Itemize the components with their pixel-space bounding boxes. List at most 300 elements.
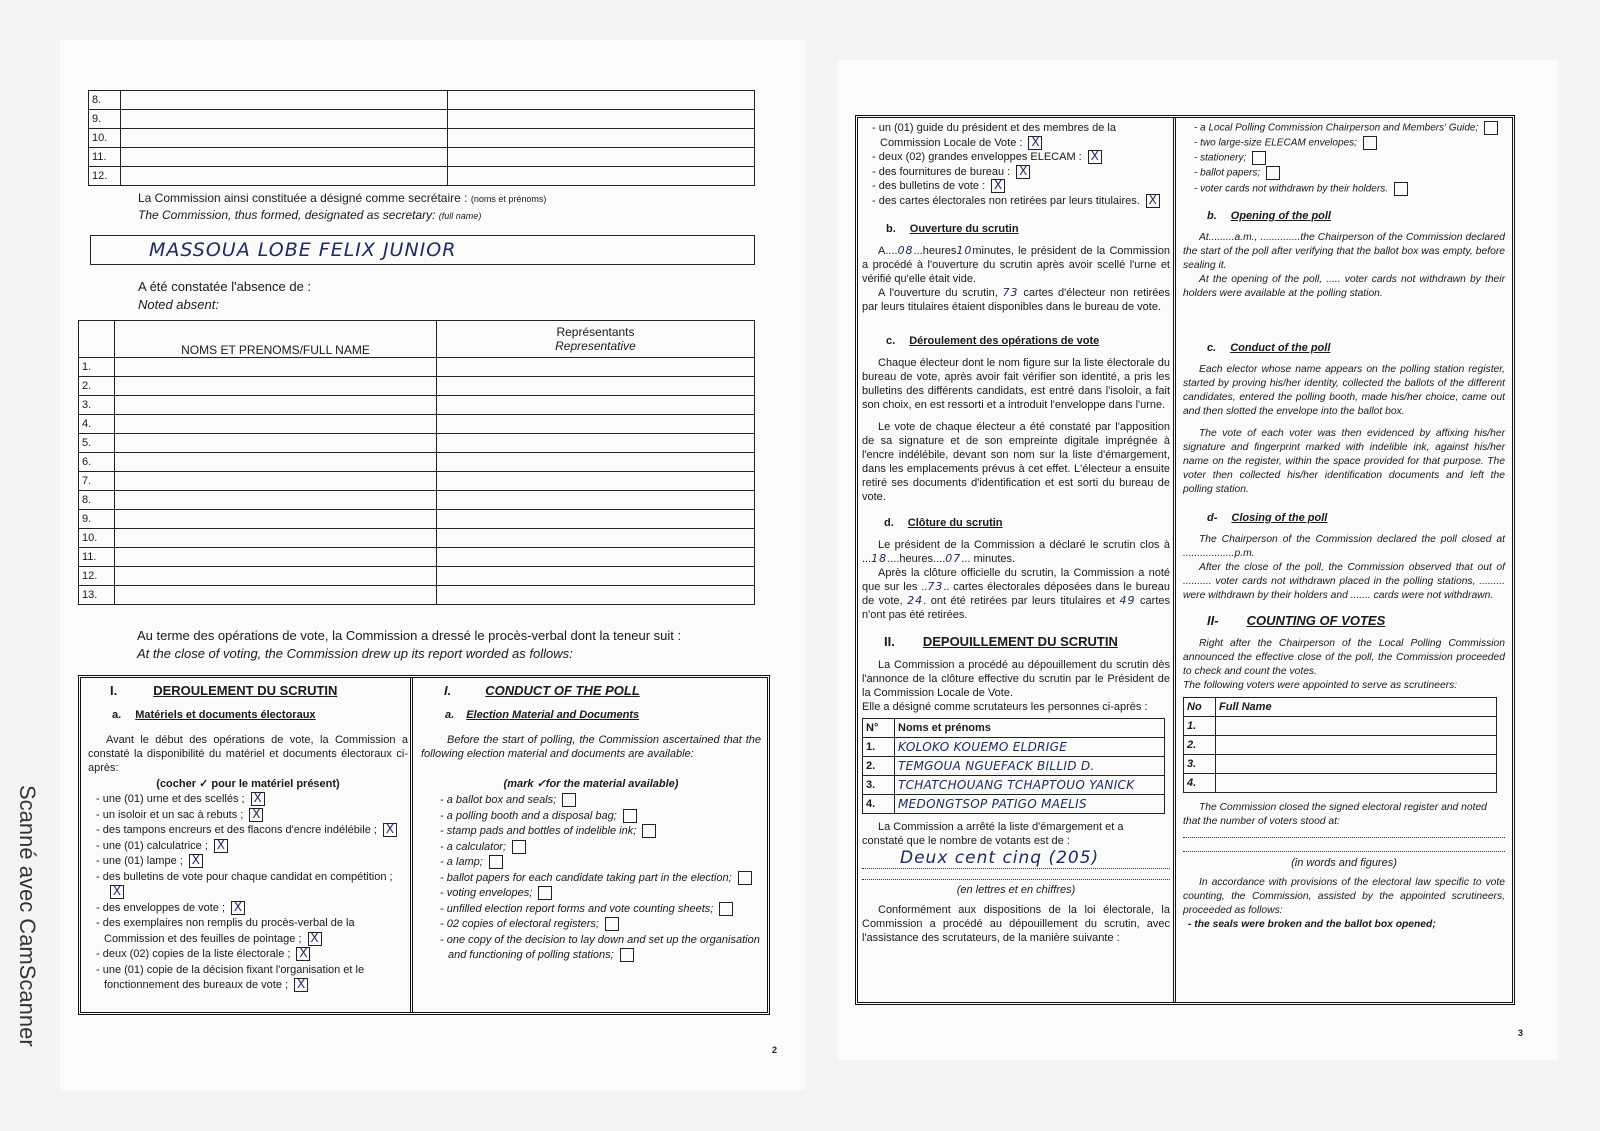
checkbox[interactable] [605,917,619,931]
closing-p1-fr [862,538,1170,566]
secretary-name: MASSOUA LOBE FELIX JUNIOR [149,239,457,261]
intro-en: Before the start of polling, the Commission ascertained that the following election material and documents are available: [421,734,761,760]
table-cell[interactable] [121,167,448,186]
checkbox[interactable]: X [231,901,245,915]
checkbox[interactable] [1484,121,1498,135]
table-cell[interactable] [121,110,448,129]
checkbox[interactable] [1363,136,1377,150]
item-label: - ballot papers for each candidate taking part in the election; [440,871,732,884]
table-row [79,567,755,586]
table-cell[interactable] [437,453,755,472]
conduct-p2-en: The vote of each voter was then evidenced by affixing his/her signature and fingerprint marked with indelible ink, against his/her name on the register, within the space provided for that purpose. The voter then collected his/her identification documents and left the polling station. [1183,427,1505,495]
table-cell[interactable] [115,415,437,434]
checklist-item [96,808,408,824]
item-label: - un isoloir et un sac à rebuts ; [96,808,244,821]
section-title: COUNTING OF VOTES [1246,612,1386,628]
item-label: - des bulletins de vote pour chaque candidat en compétition ; [96,870,393,883]
voters-paragraph-fr: La Commission a arrêté la liste d'émargement et a constaté que le nombre de votants est de : [862,821,1124,847]
opening-minutes: 10 [956,244,973,257]
conduct-p1-fr: Chaque électeur dont le nom figure sur la liste électorale du bureau de vote, après avoir fait vérifier son identité, a pris les bulletins des différents candidats, est entré dans l'isoloir, a fait son choix, en est ressorti et a introduit l'enveloppe dans l'urne. [862,357,1170,411]
header-number: N° [863,719,895,738]
table-cell[interactable] [448,110,755,129]
checkbox[interactable]: X [383,823,397,837]
checkbox[interactable]: X [214,839,228,853]
dotted-line[interactable] [1183,837,1505,838]
conduct-p1-en: Each elector whose name appears on the polling station register, started by proving his/her identity, collected the ballots of the different candidates, entered the polling booth, made his/her choice, came out and then slotted the envelope into the ballot box. [1183,363,1505,417]
secretary-name-box[interactable] [90,235,755,265]
table-cell[interactable] [448,129,755,148]
checkbox[interactable]: X [189,854,203,868]
material-list-fr [96,792,408,994]
checkbox[interactable]: X [1146,194,1160,208]
text: Le président de la Commission a déclaré le scrutin clos à ... [862,539,1170,565]
table-row [79,491,755,510]
checklist-item [872,165,1172,180]
header-name: NOMS ET PRENOMS/FULL NAME [115,321,437,358]
checkbox[interactable] [642,824,656,838]
scrutineer-name[interactable] [1216,754,1497,773]
counting-p1-en: Right after the Chairperson of the Local Polling Commission announced the effective close of the poll, the Commission proceeded to check and count the votes. [1183,637,1505,677]
subsection-c-fr [886,334,1170,348]
section-one-divider [410,677,413,1013]
text: cartes n'ont pas été retirées. [862,595,1170,621]
report-intro-fr: Au terme des opérations de vote, la Commission a dressé le procès-verbal dont la teneur suit : [137,628,682,643]
closing-p1-en: The Chairperson of the Commission declared the poll closed at ..................p.m. [1183,533,1505,559]
row-number: 1. [1184,716,1216,735]
item-label: - voter cards not withdrawn by their holders. [1194,183,1388,195]
table-cell[interactable] [115,529,437,548]
item-label: - stationery; [1194,152,1247,164]
table-cell[interactable] [437,434,755,453]
table-cell[interactable] [437,548,755,567]
table-row [79,358,755,377]
conduct-p2-fr: Le vote de chaque électeur a été constaté par l'apposition de sa signature et de son empreinte digitale imprégnée à l'encre indélébile, devant son nom sur la liste d'émargement, dans les emplacements prévus à cet effet. L'électeur a ensuite retiré ses documents d'identification et est sorti du bureau de vote. [862,421,1170,503]
item-label: - a calculator; [440,840,507,853]
item-label: - unfilled election report forms and vote counting sheets; [440,902,714,915]
section-title: CONDUCT OF THE POLL [485,683,640,698]
scrutineers-table-en [1183,697,1497,793]
item-label: - des bulletins de vote : [872,180,986,192]
closing-p2-en: After the close of the poll, the Commission observed that out of .......... voter cards not withdrawn placed in the polling stations, ......... were withdrawn by their holders and ....... cards were not withdrawn. [1183,561,1505,601]
checkbox[interactable] [1394,182,1408,196]
item-label: - one copy of the decision to lay down and set up the organisation and functioning of polling stations; [440,933,760,961]
header-rep-fr: Représentants [556,325,635,339]
checkbox[interactable]: X [1028,136,1042,150]
checklist-item [872,121,1172,150]
item-label: - une (01) lampe ; [96,855,183,867]
text: Après la clôture officielle du scrutin, la Commission a noté que sur les .. [862,567,1170,593]
row-number: 10. [89,129,121,148]
table-row [89,129,755,148]
table-row [79,472,755,491]
subsection-b-en [1207,209,1505,223]
row-number: 11. [79,548,115,567]
right-page-divider [1173,117,1176,1003]
checklist-item [440,840,760,856]
sub-num: a. [445,709,455,721]
table-cell[interactable] [115,510,437,529]
scrutineer-row [863,757,1165,776]
checkbox[interactable]: X [1088,150,1102,164]
section-title: DEROULEMENT DU SCRUTIN [153,683,338,698]
item-label: - des enveloppes de vote ; [96,901,226,914]
table-header [863,719,1165,738]
opening-p2-en: At the opening of the poll, ..... voter cards not withdrawn by their holders were available at the polling station. [1183,273,1505,299]
section-title: DEPOUILLEMENT DU SCRUTIN [922,634,1118,649]
header-name: Noms et prénoms [895,719,1165,738]
row-number: 3. [863,776,895,795]
absent-label-fr: A été constatée l'absence de : [138,279,312,294]
table-cell[interactable] [121,129,448,148]
cards-total: 73 [927,580,944,593]
table-row [89,167,755,186]
scrutineer-row [1184,735,1497,754]
dotted-line [862,868,1170,869]
secretary-fr-note: (noms et prénoms) [470,194,547,204]
checklist-item [440,886,760,902]
item-label: - a ballot box and seals; [440,794,557,806]
closing-minutes: 07 [945,552,962,565]
item-label: - des fournitures de bureau : [872,165,1011,178]
checkbox[interactable]: X [251,792,265,806]
header-num [79,321,115,358]
voters-note-fr: (en lettres et en chiffres) [956,884,1076,896]
checkbox[interactable]: X [1016,165,1030,179]
sub-num: b. [886,223,896,235]
row-number: 4. [863,795,895,814]
checklist-item [96,901,408,917]
sub-title: Opening of the poll [1230,209,1331,222]
row-number: 4. [1184,773,1216,792]
sub-title: Election Material and Documents [466,709,640,721]
text: ....heures.... [887,553,946,565]
opening-hours: 08 [897,244,914,257]
checkbox[interactable] [1252,151,1266,165]
opening-cards-fr [862,286,1170,314]
sub-title: Conduct of the poll [1230,341,1331,354]
header-rep-en: Representative [555,339,636,353]
table-row [79,396,755,415]
item-label: - une (01) copie de la décision fixant l'organisation et le fonctionnement des bureaux de vote ; [96,963,365,991]
secretary-label-fr [138,191,546,206]
table-cell[interactable] [437,586,755,605]
checkbox[interactable] [562,793,576,807]
checklist-item [872,150,1172,165]
row-number: 10. [79,529,115,548]
table-cell[interactable] [115,586,437,605]
section-two-title-fr [884,634,1170,650]
checkbox[interactable]: X [249,808,263,822]
checklist-item [440,793,760,809]
sub-num: c. [886,335,896,347]
row-number: 6. [79,453,115,472]
section-num: I. [444,683,452,698]
subsection-d-en [1207,511,1505,525]
item-label: - des cartes électorales non retirées par leurs titulaires. [872,194,1140,207]
table-row [79,529,755,548]
item-label: - 02 copies of electoral registers; [440,918,599,930]
closing-p2-fr [862,566,1170,622]
row-number: 9. [89,110,121,129]
subsection-b-fr [886,222,1170,236]
section-num: II. [884,634,895,649]
item-label: - deux (02) grandes enveloppes ELECAM : [872,151,1082,163]
cards-not-withdrawn: 49 [1119,594,1136,607]
table-cell[interactable] [115,548,437,567]
secretary-en-text: The Commission, thus formed, designated as secretary: [138,208,439,222]
checklist-item [96,870,408,901]
table-row [79,434,755,453]
scrutineer-name[interactable]: KOLOKO KOUEMO ELDRIGE [895,738,1165,757]
checklist-item [1194,182,1510,197]
table-cell[interactable] [437,377,755,396]
checkbox[interactable] [620,948,634,962]
opening-paragraph-fr [862,244,1170,286]
item-label: - une (01) calculatrice ; [96,839,208,852]
sub-num: b. [1207,209,1217,222]
item-label: - voting envelopes; [440,887,533,899]
absent-label-en: Noted absent: [138,297,219,312]
checkbox[interactable]: X [110,885,124,899]
final-item-en: - the seals were broken and the ballot box opened; [1188,918,1436,930]
final-paragraph-en: In accordance with provisions of the electoral law specific to vote counting, the Commission, assisted by the appointed scrutineers, proceeded as follows: [1183,876,1505,916]
row-number: 1. [79,358,115,377]
checklist-item [440,902,760,918]
right-column-fr [862,121,1170,945]
checklist-item [1194,136,1510,151]
scrutineer-name[interactable]: TEMGOUA NGUEFACK BILLID D. [895,757,1165,776]
checklist-item [96,916,408,947]
checkbox[interactable] [719,902,733,916]
counting-p2-en: The following voters were appointed to serve as scrutineers: [1183,679,1458,691]
checklist-item [440,933,760,964]
final-paragraph-fr: Conformément aux dispositions de la loi électorale, la Commission a procédé au dépouillement du scrutin, avec l'assistance des scrutateurs, de la manière suivante : [862,904,1170,944]
checklist-item [96,792,408,808]
checklist-item [440,809,760,825]
section-one-title-fr [110,683,337,698]
table-cell[interactable] [115,434,437,453]
secretary-label-en [138,208,481,223]
sub-title: Clôture du scrutin [907,517,1003,529]
sub-title: Ouverture du scrutin [909,223,1019,235]
item-label: - stamp pads and bottles of indelible ink; [440,825,637,837]
table-cell[interactable] [437,396,755,415]
checklist-item [96,963,408,994]
checklist-item [1194,121,1510,136]
subsection-d-fr [884,516,1170,530]
section-num: II- [1207,612,1219,628]
row-number: 8. [79,491,115,510]
table-cell[interactable] [115,396,437,415]
checkbox[interactable]: X [294,978,308,992]
text: minutes, le président de la Commission a procédé à l'ouverture du scrutin après avoir scellé l'urne et vérifié qu'elle était vide. [862,245,1170,285]
item-label: - une (01) urne et des scellés ; [96,793,245,805]
item-label: - des exemplaires non remplis du procès-verbal de la Commission et des feuilles de pointage ; [96,917,355,945]
table-cell[interactable] [115,472,437,491]
item-label: - two large-size ELECAM envelopes; [1194,137,1357,149]
page-number-left: 2 [772,1045,778,1055]
scrutineer-row [1184,754,1497,773]
row-number: 11. [89,148,121,167]
row-number: 3. [79,396,115,415]
text: cartes d'électeur non retirées par leurs titulaires étaient disponibles dans le bureau de vote. [862,287,1170,313]
report-intro-en: At the close of voting, the Commission drew up its report worded as follows: [137,646,573,661]
scrutineer-name[interactable]: MEDONGTSOP PATIGO MAELIS [895,795,1165,814]
sub-num: d- [1207,511,1218,524]
scrutineer-name[interactable] [1216,773,1497,792]
counting-p1-fr: La Commission a procédé au dépouillement du scrutin dès l'annonce de la clôture effective du scrutin par le Président de la Commission Locale de Vote. [862,659,1170,699]
table-cell[interactable] [437,491,755,510]
checkbox[interactable]: X [991,179,1005,193]
sub-num: a. [112,709,122,721]
voters-count-fr[interactable]: Deux cent cinq (205) [900,848,1100,868]
row-number: 3. [1184,754,1216,773]
scrutineer-row [863,776,1165,795]
checklist-item [96,823,408,839]
counting-p2-fr: Elle a désigné comme scrutateurs les personnes ci-après : [862,701,1148,713]
section-num: I. [110,683,118,698]
table-row [79,586,755,605]
row-number: 9. [79,510,115,529]
table-cell[interactable] [437,358,755,377]
absent-table-header [79,321,755,358]
section-two-title-en [1207,613,1505,629]
closing-hours: 18 [871,552,888,565]
sub-num: d. [884,517,894,529]
table-cell[interactable] [448,167,755,186]
checklist-item [872,179,1172,194]
opening-cards-count: 73 [1002,286,1019,299]
table-row [89,110,755,129]
table-cell[interactable] [448,91,755,110]
scrutineer-name[interactable] [1216,735,1497,754]
dotted-line[interactable] [1183,851,1505,852]
scrutineer-row [1184,716,1497,735]
table-row [89,148,755,167]
text: .. cartes électorales déposées dans le bureau de vote, [862,581,1170,607]
table-row [79,415,755,434]
row-number: 2. [863,757,895,776]
row-number: 7. [79,472,115,491]
sub-title: Déroulement des opérations de vote [909,335,1100,347]
item-label: - ballot papers; [1194,168,1261,180]
row-number: 12. [79,567,115,586]
voters-paragraph-en: The Commission closed the signed electoral register and noted that the number of voters stood at: [1183,801,1487,827]
table-cell[interactable] [437,567,755,586]
page-number-right: 3 [1518,1028,1524,1038]
top-table [88,90,755,186]
text: A l'ouverture du scrutin, [878,287,1003,299]
table-cell[interactable] [115,358,437,377]
table-row [89,91,755,110]
instruction-fr: (cocher ✓ pour le matériel présent) [156,778,340,790]
text: ...heures [913,245,957,257]
item-label: - des tampons encreurs et des flacons d'encre indélébile ; [96,824,377,836]
table-cell[interactable] [115,453,437,472]
scrutineer-row [863,795,1165,814]
instruction-en: (mark ✓for the material available) [503,778,679,790]
text: ... minutes. [961,553,1016,565]
header-representative [437,321,755,358]
material-list-fr-continued [872,121,1172,208]
secretary-en-note: (full name) [438,211,482,221]
table-cell[interactable] [115,491,437,510]
table-header [1184,697,1497,716]
checkbox[interactable] [489,855,503,869]
checkbox[interactable]: X [296,947,310,961]
table-cell[interactable] [115,567,437,586]
table-row [79,453,755,472]
checkbox[interactable] [623,809,637,823]
checkbox[interactable]: X [308,932,322,946]
checklist-item [440,871,760,887]
header-name: Full Name [1216,697,1497,716]
subsection-a-en [445,708,639,722]
item-label: - a polling booth and a disposal bag; [440,809,617,822]
scrutineer-name[interactable] [1216,716,1497,735]
right-column-en [1183,121,1505,932]
checkbox[interactable] [738,871,752,885]
table-row [79,510,755,529]
voters-note-en: (in words and figures) [1291,856,1397,869]
checklist-item [96,947,408,963]
row-number: 12. [89,167,121,186]
row-number: 13. [79,586,115,605]
row-number: 8. [89,91,121,110]
checklist-item [440,917,760,933]
text: A.... [878,245,898,257]
sub-title: Closing of the poll [1231,511,1328,524]
dotted-line [862,879,1170,880]
checkbox[interactable] [512,840,526,854]
table-cell[interactable] [448,148,755,167]
material-list-en [440,793,760,964]
table-cell[interactable] [437,510,755,529]
sub-num: c. [1207,341,1217,354]
camscanner-watermark: Scanné avec CamScanner [15,785,40,1047]
checklist-item [1194,151,1510,166]
checkbox[interactable] [538,886,552,900]
section-one-title-en [444,683,640,698]
checklist-item [872,194,1172,209]
row-number: 4. [79,415,115,434]
opening-p1-en: At.........a.m., ..............the Chairperson of the Commission declared the start of the poll after verifying that the ballot box was empty, before sealing it. [1183,231,1505,271]
item-label: - deux (02) copies de la liste électorale ; [96,948,291,960]
header-number: No [1184,697,1216,716]
material-list-en-continued [1194,121,1510,197]
secretary-fr-text: La Commission ainsi constituée a désigné comme secrétaire : [138,191,471,205]
table-cell[interactable] [437,415,755,434]
item-label: - un (01) guide du président et des membres de la Commission Locale de Vote : [872,122,1116,149]
cards-withdrawn: 24 [907,594,924,607]
table-cell[interactable] [115,377,437,396]
checklist-item [440,824,760,840]
table-cell[interactable] [121,91,448,110]
item-label: - a lamp; [440,856,483,868]
row-number: 2. [79,377,115,396]
table-cell[interactable] [121,148,448,167]
scrutineers-table-fr [862,718,1165,814]
table-cell[interactable] [437,472,755,491]
row-number: 2. [1184,735,1216,754]
scrutineer-name[interactable]: TCHATCHOUANG TCHAPTOUO YANICK [895,776,1165,795]
checkbox[interactable] [1266,166,1280,180]
table-row [79,548,755,567]
row-number: 1. [863,738,895,757]
table-cell[interactable] [437,529,755,548]
table-row [79,377,755,396]
text: . ont été retirées par leurs titulaires et [923,595,1120,607]
